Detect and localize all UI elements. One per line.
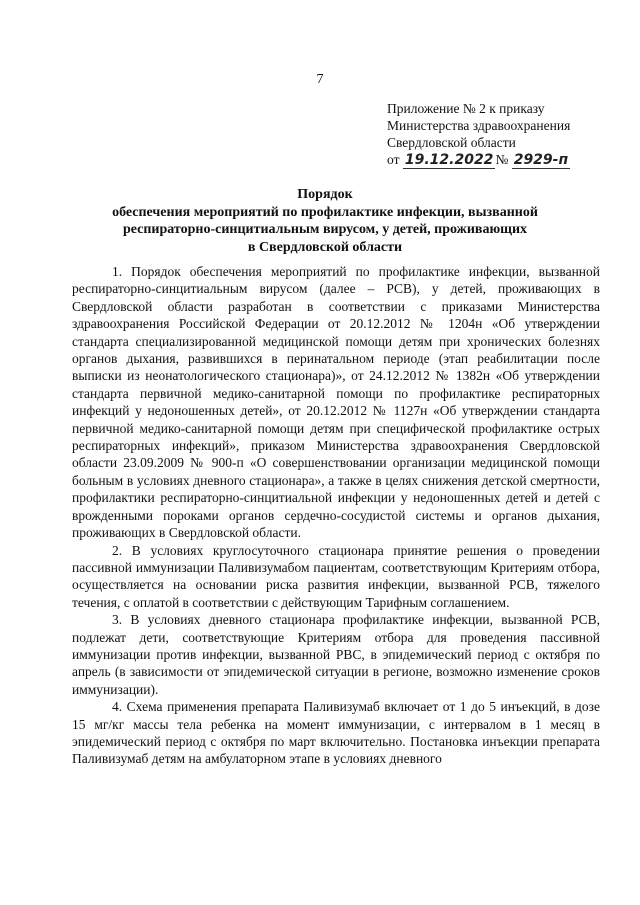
title-line-2: обеспечения мероприятий по профилактике инфекции, вызванной [112, 204, 538, 220]
date-prefix: от [387, 152, 400, 167]
document-title [90, 186, 560, 256]
annex-line-3: Свердловской области [387, 135, 516, 150]
paragraph-4: 4. Схема применения препарата Паливизумаб включает от 1 до 5 инъекций, в дозе 15 мг/кг массы тела ребенка на момент иммунизации, с интервалом в 1 месяц в эпидемический период с октября по март включительно. Постановка инъекции препарата Паливизумаб детям на амбулаторном этапе в условиях дневного [72, 699, 600, 767]
paragraph-2: 2. В условиях круглосуточного стационара принятие решения о проведении пассивной иммунизации Паливизумабом пациентам, соответствующим Критериям отбора, осуществляется на основании риска развития инфекции, вызванной РСВ, тяжелого течения, с оплатой в соответствии с действующим Тарифным соглашением. [72, 542, 600, 610]
annex-date-row [387, 151, 570, 169]
title-line-3: респираторно-синцитиальным вирусом, у детей, проживающих [122, 222, 528, 237]
title-line-1: Порядок [297, 187, 353, 202]
page-number: 7 [316, 72, 324, 87]
number-prefix: № [495, 152, 509, 167]
handwritten-order-number: 2929-п [513, 152, 569, 168]
paragraph-1: 1. Порядок обеспечения мероприятий по профилактике инфекции, вызванной респираторно-синцитиальным вирусом (далее – РСВ), у детей, проживающих в Свердловской области разработан в соответствии с приказами Министерства здравоохранения Российской Федерации от 20.12.2012 № 1204н «Об утверждении стандарта специализированной медицинской помощи детям при хронических болезнях органов дыхания, развившихся в перинатальном периоде (этап реабилитации после выписки из неонатологического стационара)», от 24.12.2012 № 1382н «Об утверждении стандарта первичной медико-санитарной помощи по профилактике респираторных инфекций у недоношенных детей», от 20.12.2012 № 1127н «Об утверждении стандарта первичной медико-санитарной помощи детям при специфической профилактике острых респираторных инфекций», приказом Министерства здравоохранения Свердловской области 23.09.2009 № 900-п «О совершенствовании организации медицинской помощи больным в условиях дневного стационара», а также в целях снижения детской смертности, профилактики респираторно-синцитиальной инфекции у недоношенных детей и детей с врожденными пороками органов сердечно-сосудистой системы и органов дыхания, проживающих в Свердловской области. [72, 264, 600, 541]
document-body [72, 263, 600, 768]
paragraph-3: 3. В условиях дневного стационара профилактике инфекции, вызванной РСВ, подлежат дети, соответствующие Критериям отбора для проведения пассивной иммунизации против инфекции, вызванной РВС, в эпидемический период с октября по апрель (в зависимости от эпидемической ситуации в регионе, возможно изменение сроков иммунизации). [72, 612, 600, 697]
annex-header [387, 100, 570, 169]
annex-line-1: Приложение № 2 к приказу [387, 101, 545, 116]
annex-line-2: Министерства здравоохранения [387, 118, 571, 133]
handwritten-date: 19.12.2022 [404, 152, 494, 168]
title-line-4: в Свердловской области [247, 239, 403, 255]
